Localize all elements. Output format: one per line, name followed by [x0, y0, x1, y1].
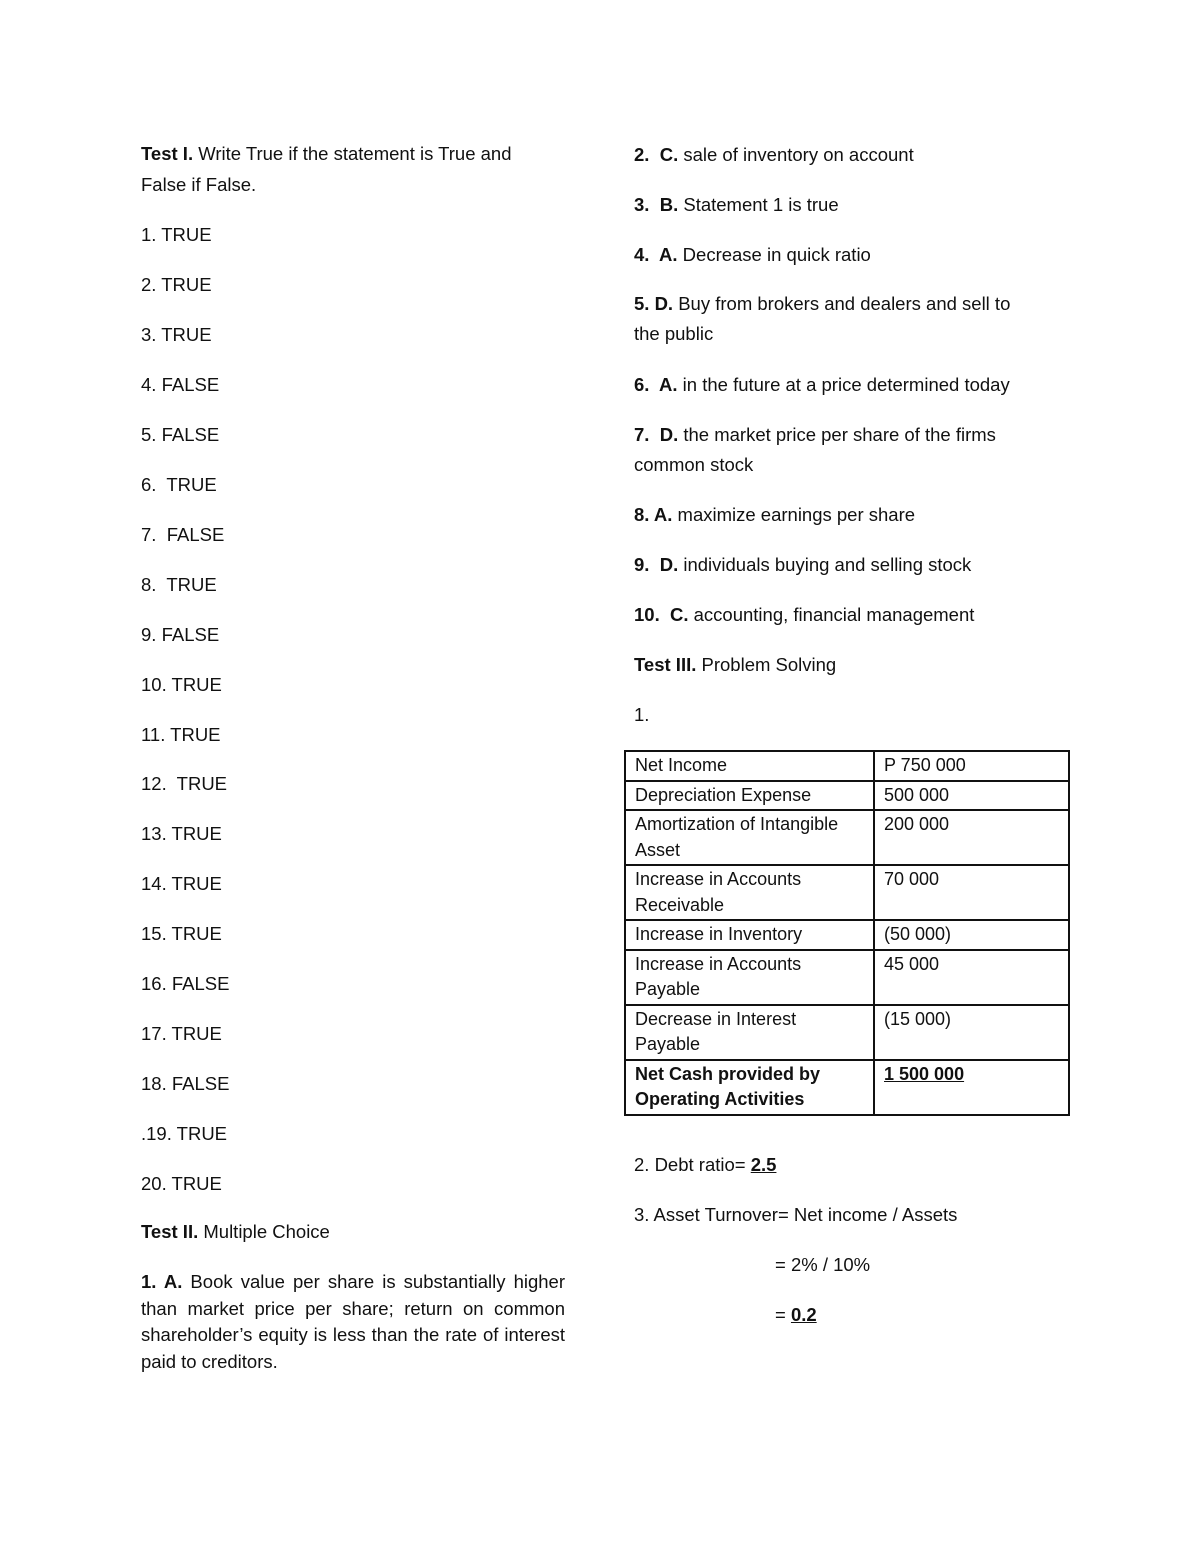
answer-number: 5. — [141, 424, 157, 445]
cash-flow-total-value: 1 500 000 — [884, 1063, 965, 1084]
test3-heading — [634, 652, 836, 678]
test3-item-3: 3. Asset Turnover= Net income / Assets — [634, 1204, 958, 1225]
cash-flow-total-row — [625, 1060, 1069, 1115]
cash-flow-label: Depreciation Expense — [625, 781, 874, 811]
answer-number: 11. — [141, 724, 166, 745]
test2-subtitle: Multiple Choice — [198, 1221, 330, 1242]
cash-flow-row — [625, 781, 1069, 811]
test2-answer — [634, 291, 1010, 317]
test2-answer-1 — [141, 1269, 565, 1375]
answer-value: TRUE — [156, 574, 217, 595]
answer-number: 13. — [141, 823, 167, 844]
debt-ratio-value: 2.5 — [750, 1154, 777, 1175]
answer-value: TRUE — [171, 1123, 228, 1144]
answer-number: 2. — [141, 274, 157, 295]
test3-item-2 — [634, 1152, 776, 1178]
test3-title: Test III. — [634, 654, 697, 675]
cash-flow-label: Increase in Accounts Receivable — [625, 865, 874, 920]
test2-answer — [634, 372, 1010, 398]
answer-value: TRUE — [156, 324, 212, 345]
test1-answer — [141, 222, 212, 248]
test1-answer — [141, 1171, 222, 1197]
answer-value: TRUE — [166, 823, 222, 844]
answer-number: 6. — [141, 474, 157, 495]
answer-value: TRUE — [166, 773, 228, 794]
cash-flow-total-value-cell — [874, 1060, 1069, 1115]
answer-value: TRUE — [156, 474, 217, 495]
test2-answer — [634, 602, 974, 628]
cash-flow-label: Decrease in Interest Payable — [625, 1005, 874, 1060]
answer-value: TRUE — [156, 274, 212, 295]
test2-heading — [141, 1219, 330, 1245]
answer-number: 7. — [141, 524, 157, 545]
test2-answer — [634, 142, 914, 168]
answer-letter: 6. A. — [634, 374, 678, 395]
test1-heading — [141, 141, 512, 167]
answer-number: 8. — [141, 574, 157, 595]
test3-item-1-label: 1. — [634, 704, 650, 725]
answer-text: Statement 1 is true — [678, 194, 839, 215]
answer-number: 18. — [141, 1073, 167, 1094]
asset-turnover-eq: = — [775, 1304, 791, 1325]
cash-flow-label: Increase in Inventory — [625, 920, 874, 950]
cash-flow-value: 70 000 — [874, 865, 1069, 920]
answer-number: 17. — [141, 1023, 167, 1044]
answer-value: FALSE — [156, 624, 220, 645]
answer-letter: 3. B. — [634, 194, 679, 215]
answer-value: TRUE — [166, 1023, 222, 1044]
answer-text: Buy from brokers and dealers and sell to — [673, 293, 1011, 314]
answer-text: accounting, financial management — [688, 604, 975, 625]
test1-answer — [141, 622, 219, 648]
test2-answer-cont: common stock — [634, 454, 754, 475]
answer-number: 20. — [141, 1173, 167, 1194]
answer-text: maximize earnings per share — [672, 504, 916, 525]
test1-title: Test I. — [141, 143, 194, 164]
answer-number: 16. — [141, 973, 167, 994]
test2-answer — [634, 242, 871, 268]
answer-letter: 9. D. — [634, 554, 679, 575]
test1-answer — [141, 1021, 222, 1047]
answer-text: Decrease in quick ratio — [677, 244, 871, 265]
answer-text: sale of inventory on account — [678, 144, 914, 165]
answer-value: FALSE — [156, 374, 220, 395]
test2-answer — [634, 552, 971, 578]
cash-flow-value: 200 000 — [874, 810, 1069, 865]
answer-letter: 8. A. — [634, 504, 673, 525]
cash-flow-value: (50 000) — [874, 920, 1069, 950]
cash-flow-row — [625, 1005, 1069, 1060]
cash-flow-value: 45 000 — [874, 950, 1069, 1005]
answer-letter: 7. D. — [634, 424, 679, 445]
answer-value: TRUE — [166, 873, 222, 894]
cash-flow-row — [625, 865, 1069, 920]
test2-title: Test II. — [141, 1221, 199, 1242]
test1-answer — [141, 572, 217, 598]
test1-answer — [141, 921, 222, 947]
answer-value: FALSE — [156, 524, 225, 545]
cash-flow-label: Amortization of Intangible Asset — [625, 810, 874, 865]
answer-number: 14. — [141, 873, 167, 894]
cash-flow-row — [625, 920, 1069, 950]
test1-instruction-cont: False if False. — [141, 174, 257, 195]
test2-answer — [634, 192, 839, 218]
answer-number: 1. — [141, 224, 157, 245]
answer-text: individuals buying and selling stock — [678, 554, 972, 575]
test2-answer — [634, 422, 996, 448]
answer-value: TRUE — [166, 923, 222, 944]
answer-number: 9. — [141, 624, 157, 645]
answer-number: 15. — [141, 923, 167, 944]
answer-value: FALSE — [166, 973, 230, 994]
test2-answer-1-label: 1. A. — [141, 1271, 183, 1292]
answer-text: the market price per share of the firms — [678, 424, 996, 445]
answer-number: 12. — [141, 773, 167, 794]
answer-letter: 10. C. — [634, 604, 689, 625]
answer-value: TRUE — [156, 224, 212, 245]
answer-value: FALSE — [166, 1073, 230, 1094]
cash-flow-row — [625, 810, 1069, 865]
answer-letter: 4. A. — [634, 244, 678, 265]
cash-flow-label: Increase in Accounts Payable — [625, 950, 874, 1005]
test1-answer — [141, 871, 222, 897]
test1-answer — [141, 522, 224, 548]
test1-answer — [141, 722, 221, 748]
test1-answer — [141, 322, 212, 348]
test1-answer — [141, 1121, 227, 1147]
cash-flow-label: Net Income — [625, 751, 874, 781]
cash-flow-total-label: Net Cash provided by Operating Activities — [625, 1060, 874, 1115]
test1-answer — [141, 472, 217, 498]
answer-number: 10. — [141, 674, 167, 695]
cash-flow-value: (15 000) — [874, 1005, 1069, 1060]
test1-answer — [141, 272, 212, 298]
cash-flow-table — [624, 750, 1070, 1116]
test1-answer — [141, 422, 219, 448]
answer-value: TRUE — [166, 674, 222, 695]
answer-value: TRUE — [166, 1173, 222, 1194]
debt-ratio-label: 2. Debt ratio= — [634, 1154, 751, 1175]
answer-letter: 5. D. — [634, 293, 674, 314]
test2-answer-cont: the public — [634, 323, 714, 344]
asset-turnover-value: 0.2 — [790, 1304, 817, 1325]
test1-answer — [141, 372, 219, 398]
test1-answer — [141, 821, 222, 847]
test1-instruction: Write True if the statement is True and — [193, 143, 512, 164]
answer-value: TRUE — [165, 724, 221, 745]
test2-answer — [634, 502, 915, 528]
test3-subtitle: Problem Solving — [696, 654, 837, 675]
answer-letter: 2. C. — [634, 144, 679, 165]
answer-number: 4. — [141, 374, 157, 395]
test1-answer — [141, 1071, 229, 1097]
cash-flow-row — [625, 751, 1069, 781]
asset-turnover-step: = 2% / 10% — [775, 1254, 871, 1275]
test1-answer — [141, 971, 229, 997]
answer-value: FALSE — [156, 424, 220, 445]
cash-flow-value: P 750 000 — [874, 751, 1069, 781]
answer-number: .19. — [141, 1123, 172, 1144]
answer-number: 3. — [141, 324, 157, 345]
answer-text: in the future at a price determined today — [677, 374, 1010, 395]
test1-answer — [141, 771, 227, 797]
asset-turnover-result — [775, 1302, 817, 1328]
cash-flow-value: 500 000 — [874, 781, 1069, 811]
test2-answer-1-text: Book value per share is substantially higher than market price per share; return on common shareholder’s equity is less than the rate of interest paid to creditors. — [141, 1271, 565, 1372]
test1-answer — [141, 672, 222, 698]
cash-flow-row — [625, 950, 1069, 1005]
